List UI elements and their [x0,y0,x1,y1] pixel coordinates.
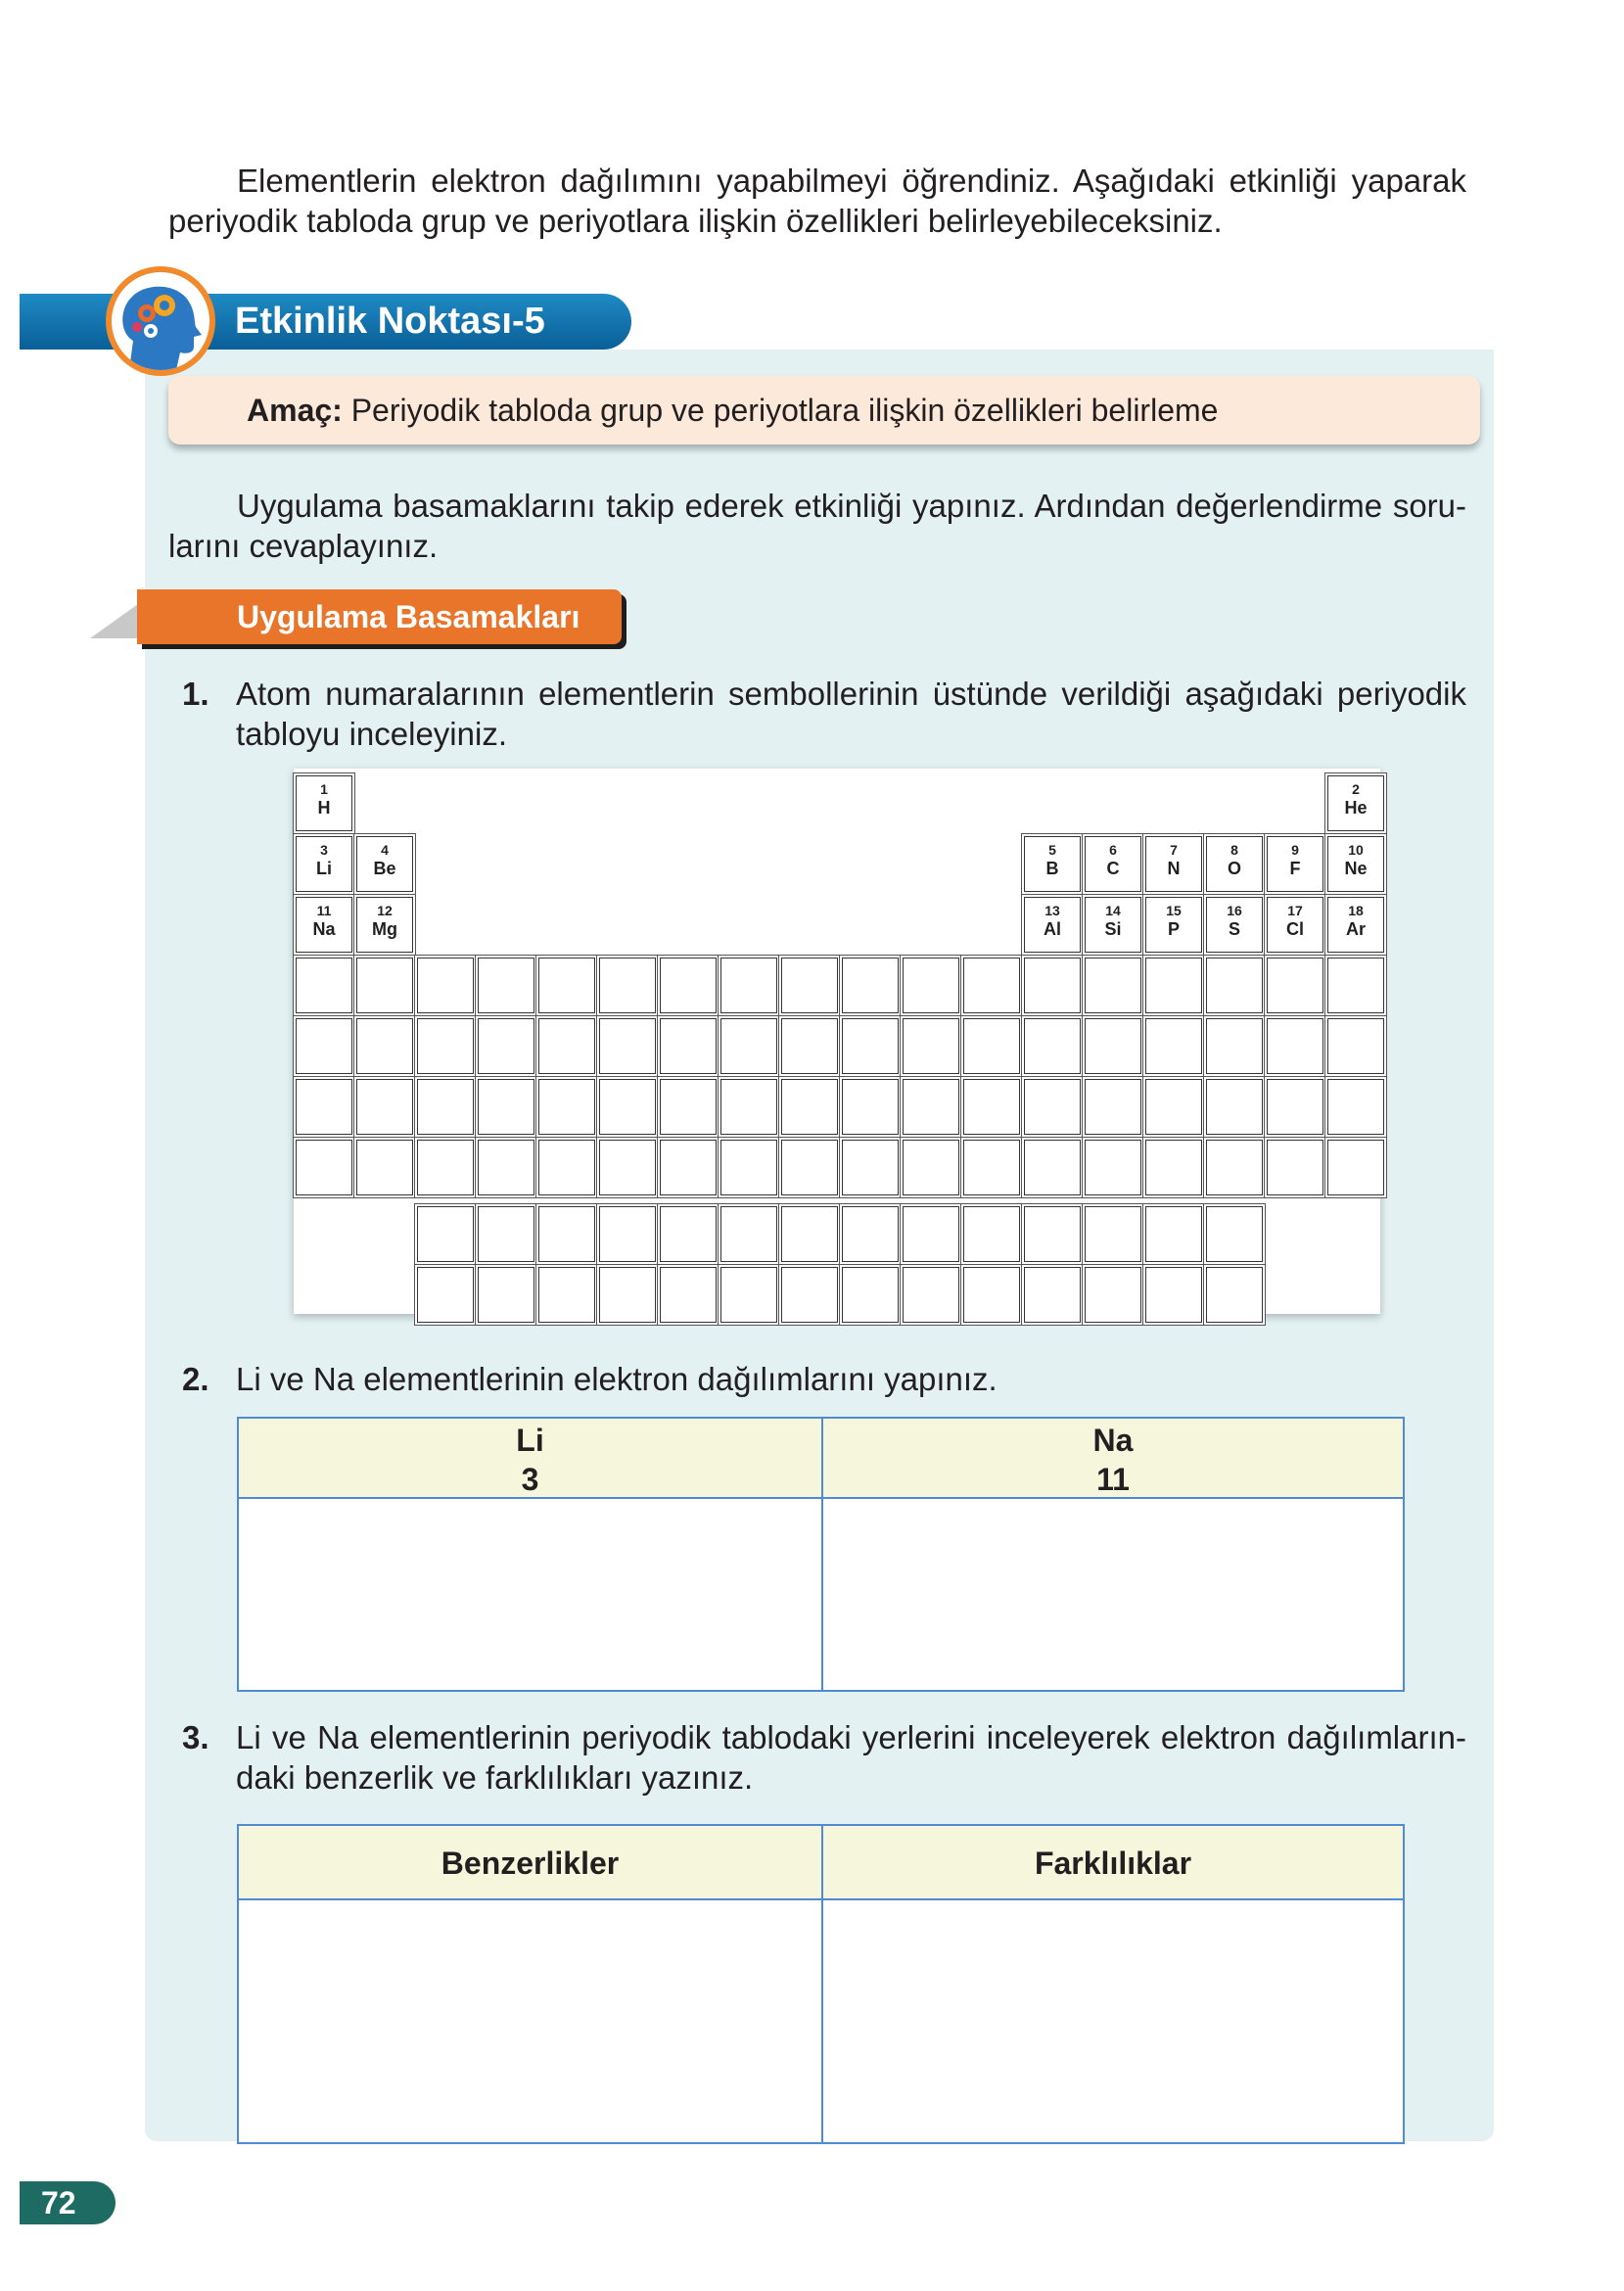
instruction-line-1: Uygulama basamaklarını takip ederek etkinliği yapınız. Ardından değerlendirme soru- [237,488,1466,524]
empty-element-cell [599,1079,656,1135]
atomic-number: 12 [377,903,393,918]
element-cell-he [1327,775,1384,831]
intro-line-1: Elementlerin elektron dağılımını yapabilmeyi öğrendiniz. Aşağıdaki etkinliği yaparak [237,163,1466,199]
empty-element-cell [781,1206,838,1262]
empty-element-cell [538,1140,595,1195]
empty-element-cell [660,1267,717,1323]
empty-element-cell [1267,1079,1323,1135]
empty-element-cell [599,1267,656,1323]
element-symbol: Si [1104,919,1122,939]
atomic-number: 15 [1166,903,1182,918]
empty-element-cell [356,1018,413,1074]
empty-element-cell [1024,1140,1081,1195]
empty-element-cell [1145,1140,1202,1195]
empty-element-cell [356,1079,413,1135]
empty-element-cell [478,1018,534,1074]
comparison-table [237,1824,1405,2144]
empty-element-cell [296,1140,352,1195]
li-header [239,1421,821,1499]
amac-label: Amaç: [247,393,343,428]
empty-element-cell [1206,1267,1263,1323]
step-2-number: 2. [182,1361,209,1397]
empty-element-cell [781,1018,838,1074]
na-number: 11 [1096,1462,1130,1497]
empty-element-cell [781,1267,838,1323]
element-symbol: S [1228,919,1240,939]
element-cell-cl [1267,897,1323,953]
step-1-number: 1. [182,676,209,712]
step-3-text [236,1717,1466,1798]
empty-element-cell [356,1140,413,1195]
step-1-line-1: Atom numaralarının elementlerin sembollerinin üstünde verildiği aşağıdaki periyodik [236,676,1466,712]
empty-element-cell [1206,1206,1263,1262]
element-symbol: N [1167,859,1181,878]
element-cell-be [356,836,413,892]
element-symbol: He [1344,798,1368,818]
empty-element-cell [296,1018,352,1074]
empty-element-cell [356,958,413,1013]
empty-element-cell [781,958,838,1013]
instruction-paragraph [168,486,1466,566]
li-symbol: Li [516,1423,544,1458]
empty-element-cell [660,958,717,1013]
empty-element-cell [963,1079,1020,1135]
element-cell-na [296,897,352,953]
empty-element-cell [599,1018,656,1074]
empty-element-cell [1085,1140,1141,1195]
empty-element-cell [781,1079,838,1135]
na-symbol: Na [1092,1423,1134,1458]
empty-element-cell [720,1140,777,1195]
element-cell-f [1267,836,1323,892]
element-cell-al [1024,897,1081,953]
empty-element-cell [660,1018,717,1074]
empty-element-cell [1024,1018,1081,1074]
empty-element-cell [963,958,1020,1013]
empty-element-cell [538,1267,595,1323]
empty-element-cell [599,1206,656,1262]
element-cell-mg [356,897,413,953]
atomic-number: 18 [1348,903,1364,918]
element-symbol: O [1227,859,1241,878]
atomic-number: 1 [320,781,328,797]
empty-element-cell [1085,1267,1141,1323]
li-number: 3 [521,1462,539,1497]
head-gears-icon [106,266,215,376]
li-answer-cell[interactable] [239,1501,821,1690]
empty-element-cell [1145,1206,1202,1262]
amac-box [168,376,1480,444]
empty-element-cell [720,1018,777,1074]
empty-element-cell [1267,1018,1323,1074]
atomic-number: 13 [1044,903,1060,918]
empty-element-cell [903,1079,959,1135]
empty-element-cell [478,1206,534,1262]
step-1-line-2: tabloyu inceleyiniz. [236,716,507,752]
atomic-number: 6 [1109,842,1117,858]
empty-element-cell [1327,1018,1384,1074]
empty-element-cell [1327,1140,1384,1195]
empty-element-cell [478,958,534,1013]
empty-element-cell [1206,1079,1263,1135]
empty-element-cell [1327,958,1384,1013]
empty-element-cell [842,958,899,1013]
empty-element-cell [781,1140,838,1195]
element-cell-b [1024,836,1081,892]
empty-element-cell [1206,1018,1263,1074]
empty-element-cell [417,1079,474,1135]
empty-element-cell [538,1018,595,1074]
element-symbol: Na [312,919,336,939]
element-symbol: F [1289,859,1301,878]
steps-title: Uygulama Basamakları [237,599,580,634]
empty-element-cell [720,1206,777,1262]
na-header [823,1421,1403,1499]
empty-element-cell [538,958,595,1013]
differences-header: Farklılıklar [1034,1846,1192,1881]
atomic-number: 14 [1105,903,1121,918]
empty-element-cell [963,1018,1020,1074]
element-symbol: P [1167,919,1180,939]
empty-element-cell [842,1079,899,1135]
empty-element-cell [963,1140,1020,1195]
empty-element-cell [1267,1140,1323,1195]
element-symbol: Ar [1345,919,1366,939]
element-cell-s [1206,897,1263,953]
empty-element-cell [599,958,656,1013]
atomic-number: 9 [1291,842,1299,858]
element-symbol: Li [316,859,332,878]
empty-element-cell [1145,1018,1202,1074]
element-symbol: B [1045,859,1059,878]
empty-element-cell [903,1018,959,1074]
empty-element-cell [1206,1140,1263,1195]
empty-element-cell [842,1206,899,1262]
step-2-text: Li ve Na elementlerinin elektron dağılımlarını yapınız. [236,1361,998,1397]
element-symbol: Be [373,859,396,878]
element-symbol: C [1106,859,1120,878]
step-3-line-2: daki benzerlik ve farklılıkları yazınız. [236,1759,754,1796]
empty-element-cell [417,958,474,1013]
empty-element-cell [1024,1267,1081,1323]
empty-element-cell [842,1140,899,1195]
element-cell-ar [1327,897,1384,953]
atomic-number: 11 [316,903,332,918]
step-3-number: 3. [182,1719,209,1755]
empty-element-cell [1024,1206,1081,1262]
empty-element-cell [538,1079,595,1135]
electron-configuration-table [237,1417,1405,1692]
amac-text: Periyodik tabloda grup ve periyotlara ilişkin özellikleri belirleme [342,393,1219,428]
step-1-text [236,674,1466,754]
element-symbol: Cl [1286,919,1304,939]
similarities-answer-cell[interactable] [239,1902,821,2142]
element-symbol: Mg [372,919,397,939]
instruction-line-2: larını cevaplayınız. [168,528,439,564]
atomic-number: 16 [1227,903,1242,918]
atomic-number: 3 [320,842,328,858]
empty-element-cell [478,1140,534,1195]
empty-element-cell [296,958,352,1013]
step-3-line-1: Li ve Na elementlerinin periyodik tablodaki yerlerini inceleyerek elektron dağılımların- [236,1719,1466,1755]
atomic-number: 7 [1170,842,1178,858]
element-symbol: H [317,798,331,818]
atomic-number: 8 [1230,842,1238,858]
empty-element-cell [1145,1079,1202,1135]
similarities-header: Benzerlikler [441,1846,620,1881]
activity-title: Etkinlik Noktası-5 [235,301,545,342]
empty-element-cell [1206,958,1263,1013]
empty-element-cell [720,1267,777,1323]
atomic-number: 17 [1287,903,1303,918]
empty-element-cell [720,958,777,1013]
empty-element-cell [963,1206,1020,1262]
page-number: 72 [20,2181,116,2224]
element-symbol: Ne [1344,859,1368,878]
empty-element-cell [1024,958,1081,1013]
empty-element-cell [660,1206,717,1262]
empty-element-cell [1085,1018,1141,1074]
empty-element-cell [903,958,959,1013]
element-symbol: Al [1044,919,1061,939]
empty-element-cell [842,1267,899,1323]
empty-element-cell [1267,958,1323,1013]
empty-element-cell [903,1206,959,1262]
empty-element-cell [903,1267,959,1323]
atomic-number: 4 [381,842,389,858]
element-cell-c [1085,836,1141,892]
differences-answer-cell[interactable] [823,1902,1403,2142]
empty-element-cell [538,1206,595,1262]
empty-element-cell [478,1267,534,1323]
atomic-number: 2 [1352,781,1360,797]
empty-element-cell [720,1079,777,1135]
na-answer-cell[interactable] [823,1501,1403,1690]
empty-element-cell [417,1267,474,1323]
empty-element-cell [660,1140,717,1195]
empty-element-cell [478,1079,534,1135]
empty-element-cell [417,1206,474,1262]
empty-element-cell [1024,1079,1081,1135]
empty-element-cell [296,1079,352,1135]
empty-element-cell [1145,958,1202,1013]
empty-element-cell [903,1140,959,1195]
intro-paragraph [168,161,1466,241]
empty-element-cell [963,1267,1020,1323]
element-cell-p [1145,897,1202,953]
intro-line-2: periyodik tabloda grup ve periyotlara ilişkin özellikleri belirleyebileceksiniz. [168,203,1223,239]
element-cell-li [296,836,352,892]
atomic-number: 10 [1348,842,1364,858]
empty-element-cell [1145,1267,1202,1323]
empty-element-cell [417,1140,474,1195]
empty-element-cell [599,1140,656,1195]
element-cell-h [296,775,352,831]
empty-element-cell [1085,1206,1141,1262]
element-cell-n [1145,836,1202,892]
element-cell-ne [1327,836,1384,892]
empty-element-cell [1327,1079,1384,1135]
element-cell-o [1206,836,1263,892]
element-cell-si [1085,897,1141,953]
empty-element-cell [1085,1079,1141,1135]
empty-element-cell [417,1018,474,1074]
empty-element-cell [660,1079,717,1135]
empty-element-cell [1085,958,1141,1013]
atomic-number: 5 [1048,842,1056,858]
empty-element-cell [842,1018,899,1074]
